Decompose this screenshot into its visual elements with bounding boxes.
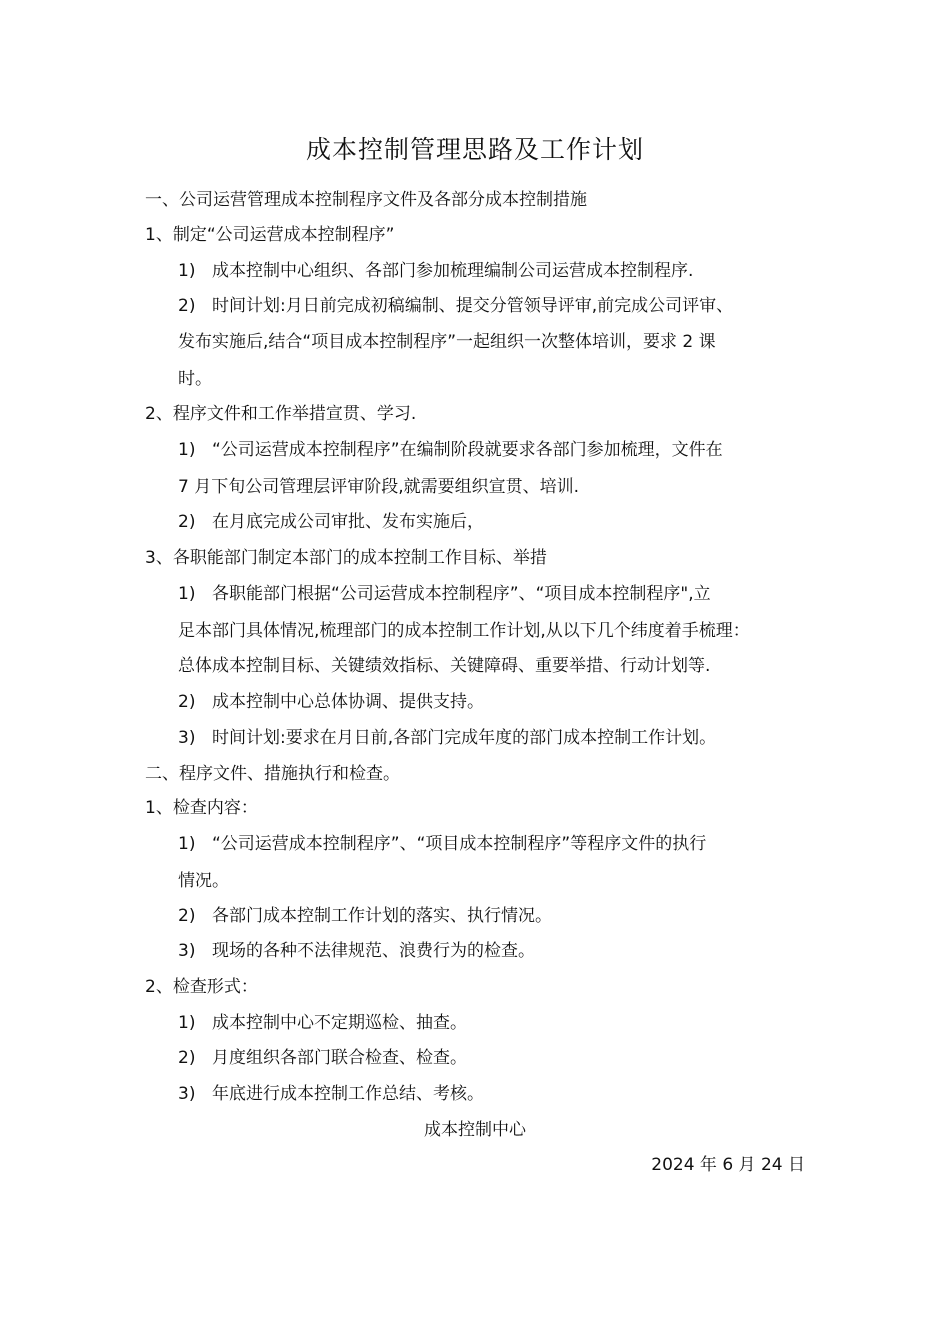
item-text: 时间计划:月日前完成初稿编制、提交分管领导评审,前完成公司评审、 [212, 296, 734, 316]
list-item [178, 1048, 467, 1068]
item-number: 2) [178, 512, 196, 532]
item-number: 1) [178, 440, 196, 460]
subsection-heading-1-2: 2、程序文件和工作举措宣贯、学习. [145, 404, 417, 424]
item-text: “公司运营成本控制程序”、“项目成本控制程序”等程序文件的执行 [212, 834, 707, 854]
item-number: 2) [178, 906, 196, 926]
list-item [178, 1013, 467, 1033]
list-item [178, 834, 706, 854]
item-number: 1) [178, 584, 196, 604]
item-continuation: 足本部门具体情况,梳理部门的成本控制工作计划,从以下几个纬度着手梳理： [178, 621, 750, 641]
subsection-heading-2-2: 2、检查形式： [145, 977, 258, 997]
list-item [178, 296, 733, 316]
item-number: 2) [178, 1048, 196, 1068]
item-text: 在月底完成公司审批、发布实施后， [212, 512, 484, 532]
item-text: 成本控制中心总体协调、提供支持。 [212, 692, 484, 712]
list-item [178, 1084, 484, 1104]
list-item [178, 440, 723, 460]
item-number: 2) [178, 692, 196, 712]
item-continuation: 7 月下旬公司管理层评审阶段,就需要组织宣贯、培训. [178, 477, 580, 497]
subsection-heading-1-1: 1、制定“公司运营成本控制程序” [145, 225, 395, 245]
section-heading-1: 一、公司运营管理成本控制程序文件及各部分成本控制措施 [145, 190, 587, 210]
item-number: 3) [178, 1084, 196, 1104]
item-text: “公司运营成本控制程序”在编制阶段就要求各部门参加梳理，文件在 [212, 440, 723, 460]
item-text: 各职能部门根据“公司运营成本控制程序”、“项目成本控制程序",立 [212, 584, 711, 604]
item-number: 1) [178, 261, 196, 281]
list-item [178, 584, 711, 604]
list-item [178, 906, 552, 926]
item-text: 年底进行成本控制工作总结、考核。 [212, 1084, 484, 1104]
item-text: 现场的各种不法律规范、浪费行为的检查。 [212, 941, 535, 961]
subsection-heading-2-1: 1、检查内容： [145, 798, 258, 818]
item-text: 月度组织各部门联合检查、检查。 [212, 1048, 467, 1068]
list-item [178, 941, 535, 961]
item-continuation: 情况。 [178, 871, 229, 891]
section-heading-2: 二、程序文件、措施执行和检查。 [145, 764, 400, 784]
list-item [178, 512, 484, 532]
item-continuation: 发布实施后,结合“项目成本控制程序”一起组织一次整体培训，要求 2 课 [178, 332, 716, 352]
item-text: 时间计划:要求在月日前,各部门完成年度的部门成本控制工作计划。 [212, 728, 717, 748]
item-text: 成本控制中心组织、各部门参加梳理编制公司运营成本控制程序. [212, 261, 694, 281]
date: 2024 年 6 月 24 日 [651, 1155, 805, 1175]
item-number: 2) [178, 296, 196, 316]
list-item [178, 728, 716, 748]
item-continuation: 总体成本控制目标、关键绩效指标、关键障碍、重要举措、行动计划等. [178, 656, 711, 676]
item-number: 3) [178, 941, 196, 961]
item-number: 1) [178, 1013, 196, 1033]
list-item [178, 261, 693, 281]
item-number: 3) [178, 728, 196, 748]
signature: 成本控制中心 [424, 1120, 526, 1140]
item-continuation: 时。 [178, 369, 212, 389]
item-text: 成本控制中心不定期巡检、抽查。 [212, 1013, 467, 1033]
page-title: 成本控制管理思路及工作计划 [305, 135, 644, 164]
item-number: 1) [178, 834, 196, 854]
list-item [178, 692, 484, 712]
item-text: 各部门成本控制工作计划的落实、执行情况。 [212, 906, 552, 926]
subsection-heading-1-3: 3、各职能部门制定本部门的成本控制工作目标、举措 [145, 548, 547, 568]
